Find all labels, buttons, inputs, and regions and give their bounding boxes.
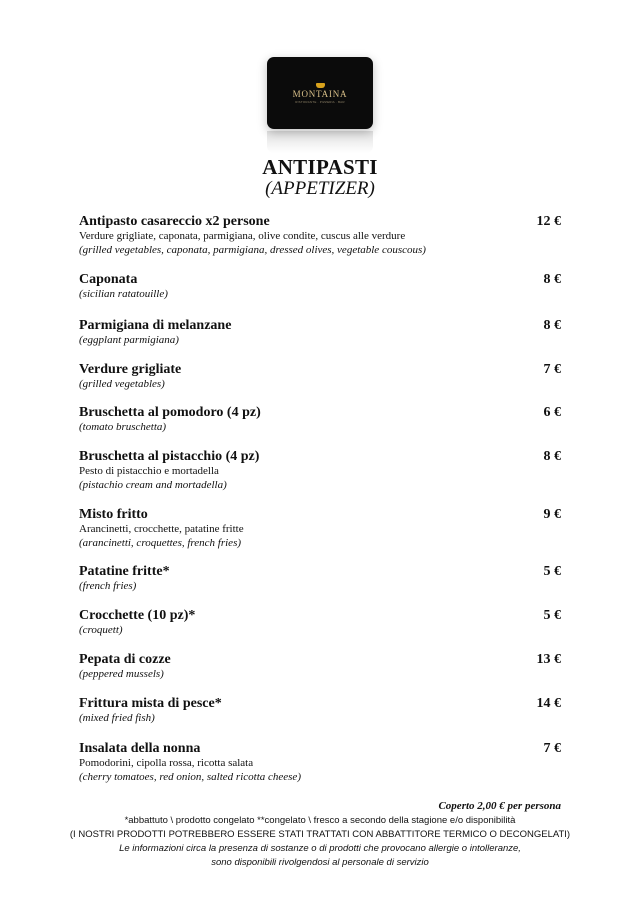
menu-item bbox=[79, 564, 561, 593]
item-name: Crocchette (10 pz)* bbox=[79, 608, 196, 623]
menu-item bbox=[79, 362, 561, 391]
item-translation: (peppered mussels) bbox=[79, 668, 164, 680]
item-translation: (cherry tomatoes, red onion, salted ricotta cheese) bbox=[79, 771, 301, 783]
item-price: 9 € bbox=[543, 507, 561, 522]
section-subtitle: (APPETIZER) bbox=[265, 178, 375, 199]
item-price: 7 € bbox=[543, 362, 561, 377]
menu-item bbox=[79, 405, 561, 434]
item-name: Bruschetta al pomodoro (4 pz) bbox=[79, 405, 261, 420]
item-translation: (sicilian ratatouille) bbox=[79, 288, 168, 300]
item-translation: (croquett) bbox=[79, 624, 123, 636]
item-name: Verdure grigliate bbox=[79, 362, 182, 377]
item-translation: (eggplant parmigiana) bbox=[79, 334, 179, 346]
item-name: Pepata di cozze bbox=[79, 652, 171, 667]
item-translation: (french fries) bbox=[79, 580, 137, 592]
item-translation: (tomato bruschetta) bbox=[79, 421, 167, 433]
item-name: Parmigiana di melanzane bbox=[79, 318, 232, 333]
item-price: 12 € bbox=[536, 214, 561, 229]
item-price: 13 € bbox=[536, 652, 561, 667]
item-translation: (pistachio cream and mortadella) bbox=[79, 479, 227, 491]
restaurant-logo bbox=[267, 57, 373, 129]
item-description: Pomodorini, cipolla rossa, ricotta salata bbox=[79, 757, 254, 769]
item-price: 8 € bbox=[543, 318, 561, 333]
item-description: Arancinetti, crocchette, patatine fritte bbox=[79, 523, 244, 535]
item-price: 7 € bbox=[543, 741, 561, 756]
logo-emblem bbox=[316, 83, 325, 88]
item-translation: (arancinetti, croquettes, french fries) bbox=[79, 537, 242, 549]
item-name: Frittura mista di pesce* bbox=[79, 696, 222, 711]
item-price: 6 € bbox=[543, 405, 561, 420]
section-title: ANTIPASTI bbox=[262, 155, 378, 179]
item-name: Bruschetta al pistacchio (4 pz) bbox=[79, 449, 260, 464]
item-price: 5 € bbox=[543, 608, 561, 623]
footer-note-frozen: *abbattuto \ prodotto congelato **congelato \ fresco a secondo della stagione e/o disponibilità bbox=[124, 815, 516, 826]
menu-item bbox=[79, 272, 561, 301]
menu-item bbox=[79, 449, 561, 492]
item-name: Caponata bbox=[79, 272, 138, 287]
logo-reflection bbox=[267, 131, 373, 153]
menu-item bbox=[79, 507, 561, 550]
item-description: Pesto di pistacchio e mortadella bbox=[79, 465, 219, 477]
item-description: Verdure grigliate, caponata, parmigiana, olive condite, cuscus alle verdure bbox=[79, 230, 406, 242]
cover-charge: Coperto 2,00 € per persona bbox=[438, 800, 561, 812]
item-price: 14 € bbox=[536, 696, 561, 711]
menu-item bbox=[79, 318, 561, 347]
menu-item bbox=[79, 696, 561, 725]
item-price: 8 € bbox=[543, 272, 561, 287]
item-price: 8 € bbox=[543, 449, 561, 464]
item-name: Insalata della nonna bbox=[79, 741, 201, 756]
item-translation: (mixed fried fish) bbox=[79, 712, 155, 724]
item-name: Misto fritto bbox=[79, 507, 148, 522]
footer-note-staff: sono disponibili rivolgendosi al personale di servizio bbox=[211, 857, 429, 868]
item-name: Patatine fritte* bbox=[79, 564, 170, 579]
menu-item bbox=[79, 652, 561, 681]
logo-tagline: RISTORANTE · PIZZERIA · BAR bbox=[295, 99, 345, 104]
footer-note-allergens: Le informazioni circa la presenza di sostanze o di prodotti che provocano allergie o intolleranze, bbox=[119, 843, 521, 854]
item-translation: (grilled vegetables) bbox=[79, 378, 165, 390]
menu-item bbox=[79, 741, 561, 784]
logo-name: MONTAINA bbox=[292, 88, 348, 99]
footer-note-products: (I NOSTRI PRODOTTI POTREBBERO ESSERE STATI TRATTATI CON ABBATTITORE TERMICO O DECONGELATI) bbox=[69, 829, 571, 840]
item-translation: (grilled vegetables, caponata, parmigiana, dressed olives, vegetable couscous) bbox=[79, 244, 426, 256]
menu-item bbox=[79, 608, 561, 637]
menu-item bbox=[79, 214, 561, 257]
item-name: Antipasto casareccio x2 persone bbox=[79, 214, 270, 229]
item-price: 5 € bbox=[543, 564, 561, 579]
